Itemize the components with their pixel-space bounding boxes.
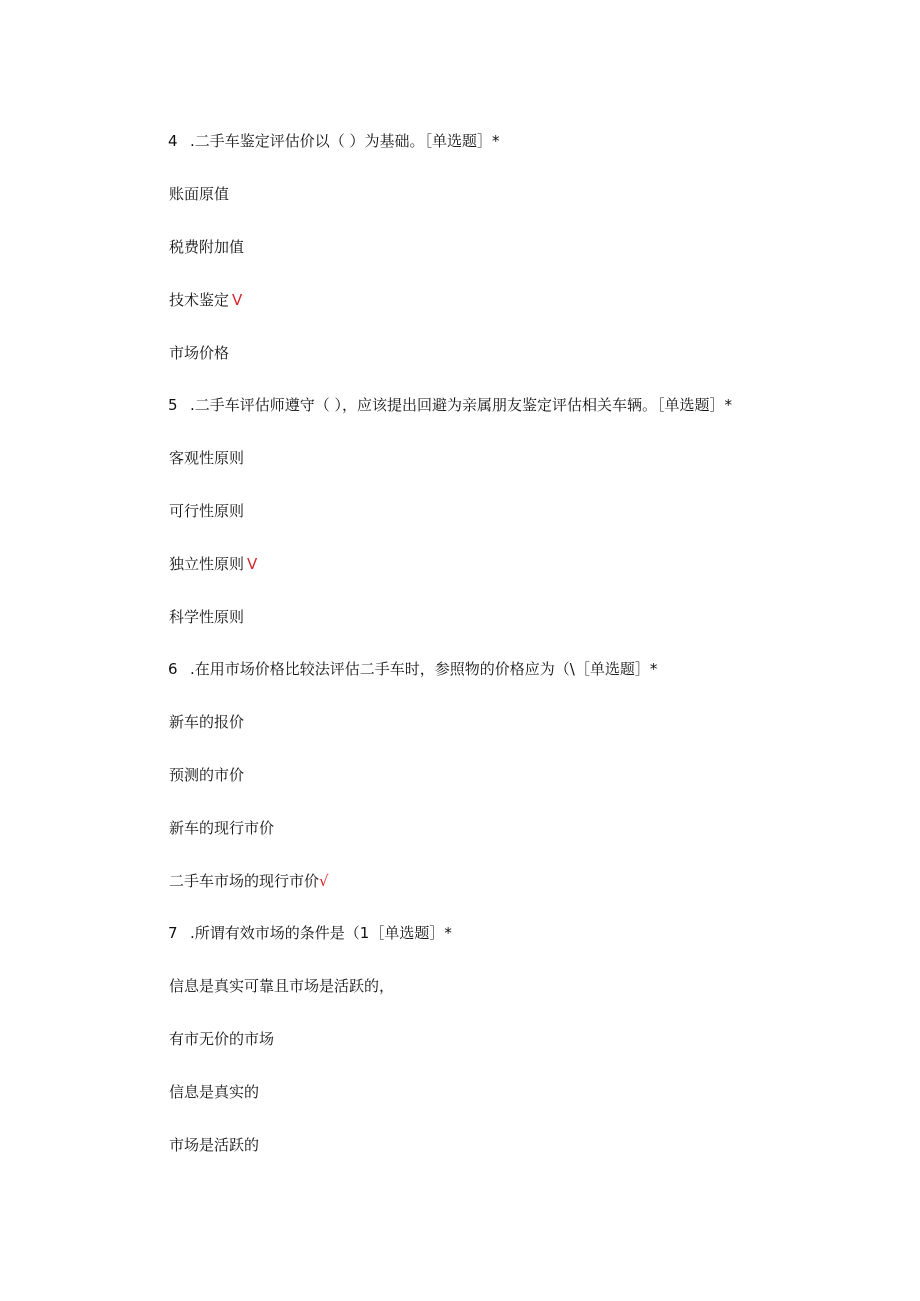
option-text: 预测的市价	[169, 766, 245, 784]
answer-mark: V	[247, 555, 258, 573]
question-4	[168, 131, 500, 151]
question-number: 6	[168, 660, 178, 678]
question-5	[168, 395, 732, 415]
option-q4-b[interactable]	[169, 237, 247, 257]
option-text: 税费附加值	[169, 238, 245, 256]
option-q5-a[interactable]	[169, 448, 247, 468]
option-q4-c[interactable]	[169, 290, 242, 310]
option-q5-d[interactable]	[169, 607, 247, 627]
option-text: 科学性原则	[169, 608, 245, 626]
question-number: 4	[168, 132, 178, 150]
option-text: 有市无价的市场	[169, 1030, 275, 1048]
option-text: 技术鉴定	[169, 291, 230, 309]
option-q6-a[interactable]	[169, 712, 247, 732]
option-q5-b[interactable]	[169, 501, 247, 521]
option-q4-a[interactable]	[169, 184, 232, 204]
question-text: .所谓有效市场的条件是（1［单选题］*	[190, 924, 452, 942]
option-text: 可行性原则	[169, 502, 245, 520]
option-q6-b[interactable]	[169, 765, 247, 785]
question-text: .二手车鉴定评估价以（ ）为基础。［单选题］*	[190, 132, 500, 150]
question-number: 5	[168, 396, 178, 414]
option-text: 新车的报价	[169, 713, 245, 731]
option-text: 独立性原则	[169, 555, 245, 573]
option-text: 市场是活跃的	[169, 1136, 260, 1154]
option-text: 二手车市场的现行市价	[169, 872, 320, 890]
option-q6-c[interactable]	[169, 818, 277, 838]
option-q7-b[interactable]	[169, 1029, 277, 1049]
option-q5-c[interactable]	[169, 554, 257, 574]
question-6	[168, 659, 657, 679]
option-q7-c[interactable]	[169, 1082, 262, 1102]
question-text: .在用市场价格比较法评估二手车时，参照物的价格应为（\［单选题］*	[190, 660, 658, 678]
option-text: 新车的现行市价	[169, 819, 275, 837]
answer-mark: V	[232, 291, 243, 309]
answer-mark: √	[319, 872, 329, 890]
option-text: 信息是真实的	[169, 1083, 260, 1101]
question-text: .二手车评估师遵守（ ），应该提出回避为亲属朋友鉴定评估相关车辆。［单选题］*	[190, 396, 733, 414]
option-text: 账面原值	[169, 185, 230, 203]
option-q7-a[interactable]	[169, 976, 397, 996]
question-number: 7	[168, 924, 178, 942]
option-q7-d[interactable]	[169, 1135, 262, 1155]
option-q6-d[interactable]	[169, 871, 329, 891]
question-7	[168, 923, 452, 943]
option-q4-d[interactable]	[169, 343, 232, 363]
option-text: 客观性原则	[169, 449, 245, 467]
option-text: 信息是真实可靠且市场是活跃的，	[169, 977, 395, 995]
option-text: 市场价格	[169, 344, 230, 362]
